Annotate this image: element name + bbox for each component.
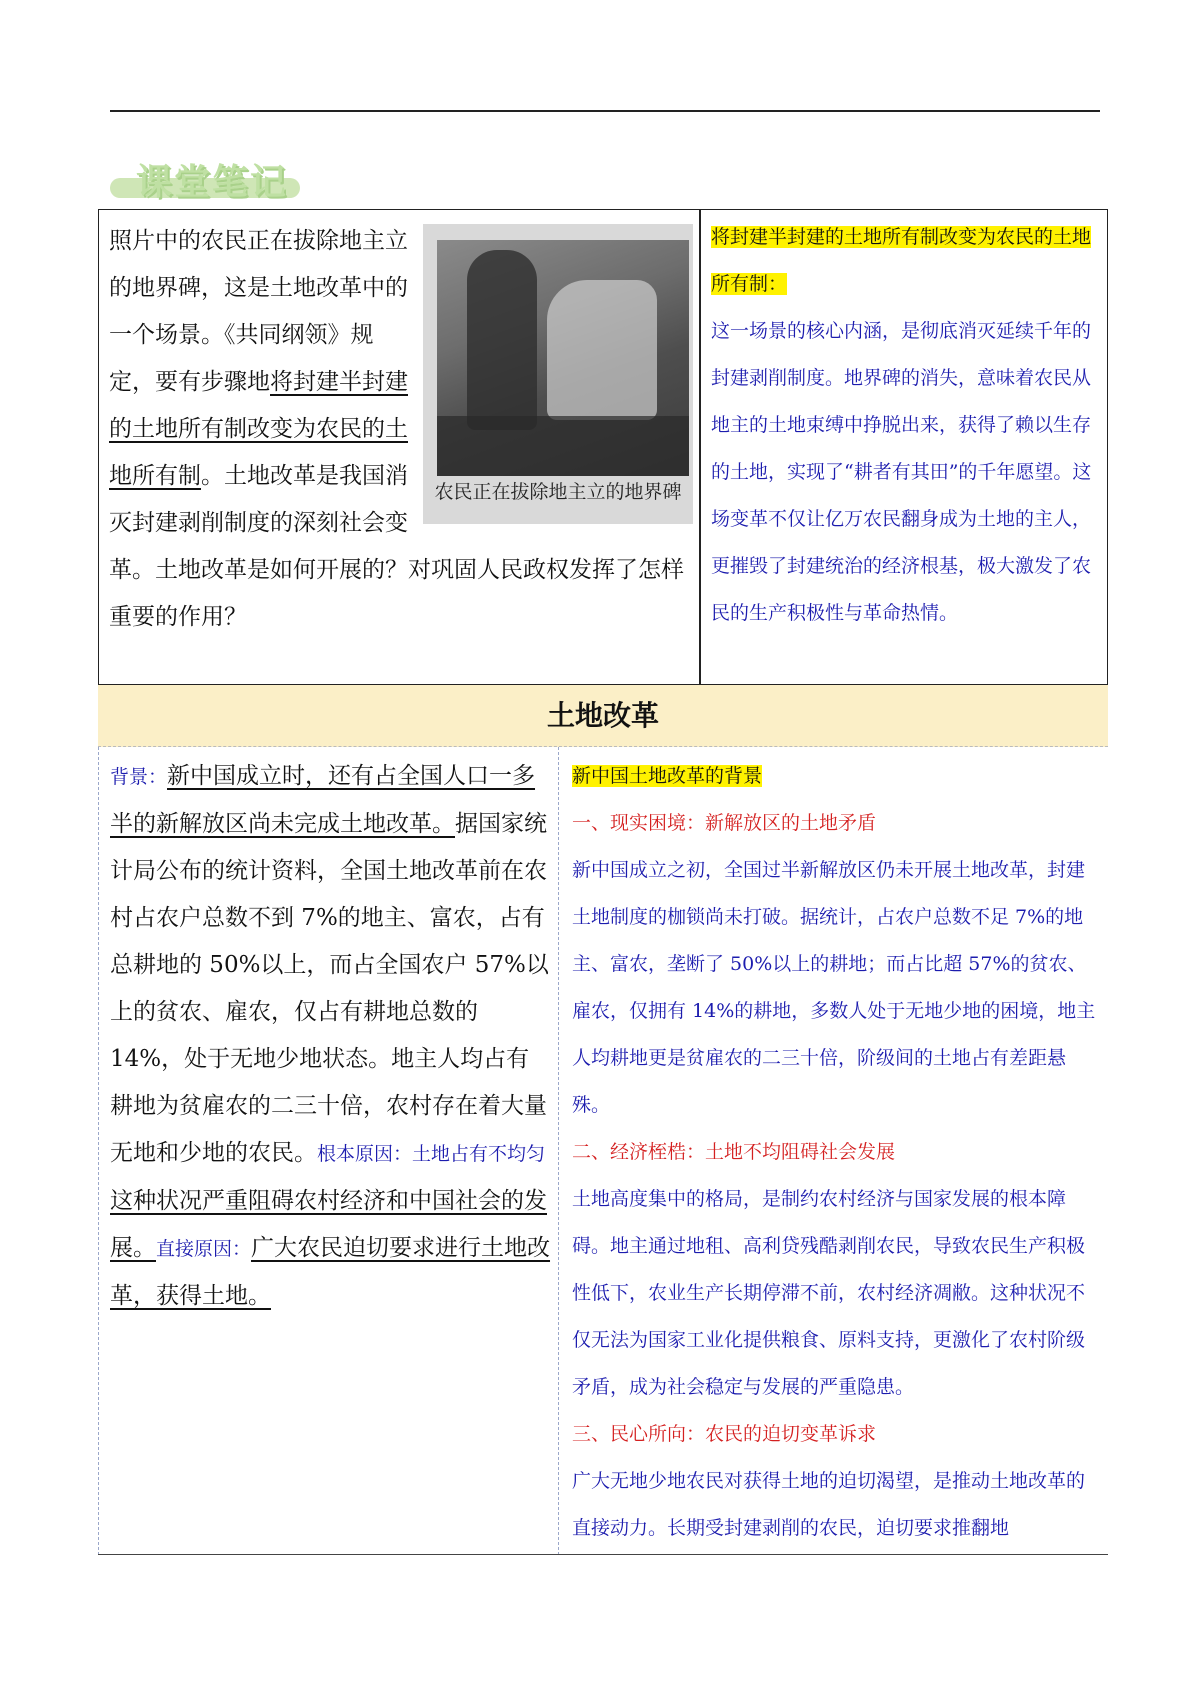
- root-cause-label: 根本原因：土地占有不均匀: [317, 1143, 546, 1165]
- background-underlined-2: 这种状况严重阻碍农村经济和中国社会的发展。: [110, 1188, 547, 1261]
- notes-paragraph-2: 土地高度集中的格局，是制约农村经济与国家发展的根本障碍。地主通过地租、高利贷残酷剥削农民，导致农民生产积极性低下，农业生产长期停滞不前，农村经济凋敝。这种状况不仅无法为国家工业化提供粮食、原料支持，更激化了农村阶级矛盾，成为社会稳定与发展的严重隐患。: [572, 1188, 1086, 1398]
- farmers-photo: [423, 224, 693, 524]
- direct-cause-label: 直接原因：: [156, 1238, 252, 1260]
- header-label-text: 课堂笔记: [136, 162, 289, 203]
- background-text-1: 据国家统计局公布的统计资料，全国土地改革前在农村占农户总数不到 7%的地主、富农，占有总耕地的 50%以上，而占全国农户 57%以上的贫农、雇农，仅占有耕地总数的 14%，处于无地少地状态。地主人均占有耕地为贫雇农的二三十倍，农村存在着大量无地和少地的农民。: [110, 811, 549, 1166]
- notes-paragraph-3: 广大无地少地农民对获得土地的迫切渴望，是推动土地改革的直接动力。长期受封建剥削的农民，迫切要求推翻地: [572, 1470, 1086, 1539]
- background-notes: [572, 753, 1102, 1552]
- notes-heading-2: 二、经济桎梏：土地不均阻碍社会发展: [572, 1141, 896, 1163]
- background-label: 背景：: [110, 766, 168, 788]
- section-title: 土地改革: [98, 685, 1108, 747]
- intro-text-after: 。土地改革是我国消灭封建剥削制度的深刻社会变革。土地改革是如何开展的？对巩固人民政权发挥了怎样重要的作用？: [109, 463, 684, 630]
- photo-caption: 农民正在拔除地主立的地界碑: [434, 481, 682, 503]
- notes-paragraph-1: 新中国成立之初，全国过半新解放区仍未开展土地改革，封建土地制度的枷锁尚未打破。据统计，占农户总数不足 7%的地主、富农，垄断了 50%以上的耕地；而占比超 57%的贫农、雇农，仅拥有 14%的耕地，多数人处于无地少地的困境，地主人均耕地更是贫雇农的二三十倍，阶级间的土地占有差距悬殊。: [572, 859, 1096, 1116]
- intro-divider: [699, 210, 701, 684]
- intro-text-before: 照片中的农民正在拔除地主立的地界碑，这是土地改革中的一个场景。《共同纲领》规定，要有步骤地: [109, 228, 408, 395]
- intro-underlined: 将封建半封建的土地所有制改变为农民的土地所有制: [109, 369, 408, 489]
- intro-note-highlight: 将封建半封建的土地所有制改变为农民的土地所有制：: [711, 226, 1092, 295]
- column-divider: [558, 747, 559, 1555]
- notes-title: 新中国土地改革的背景: [572, 765, 763, 787]
- intro-box: [98, 209, 1108, 685]
- background-text: [110, 753, 550, 1320]
- top-rule: [110, 110, 1100, 112]
- photo-image: [437, 240, 689, 476]
- notes-heading-3: 三、民心所向：农民的迫切变革诉求: [572, 1423, 877, 1445]
- intro-note: [711, 214, 1101, 637]
- bottom-rule: [98, 1554, 1108, 1556]
- background-underlined-1: 新中国成立时，还有占全国人口一多半的新解放区尚未完成土地改革。: [110, 763, 536, 837]
- background-box: [98, 747, 1108, 1555]
- notes-heading-1: 一、现实困境：新解放区的土地矛盾: [572, 812, 877, 834]
- intro-text: [109, 218, 693, 641]
- intro-note-body: 这一场景的核心内涵，是彻底消灭延续千年的封建剥削制度。地界碑的消失，意味着农民从地主的土地束缚中挣脱出来，获得了赖以生存的土地，实现了“耕者有其田”的千年愿望。这场变革不仅让亿万农民翻身成为土地的主人，更摧毁了封建统治的经济根基，极大激发了农民的生产积极性与革命热情。: [711, 320, 1092, 624]
- background-underlined-3: 广大农民迫切要求进行土地改革，获得土地。: [110, 1235, 551, 1309]
